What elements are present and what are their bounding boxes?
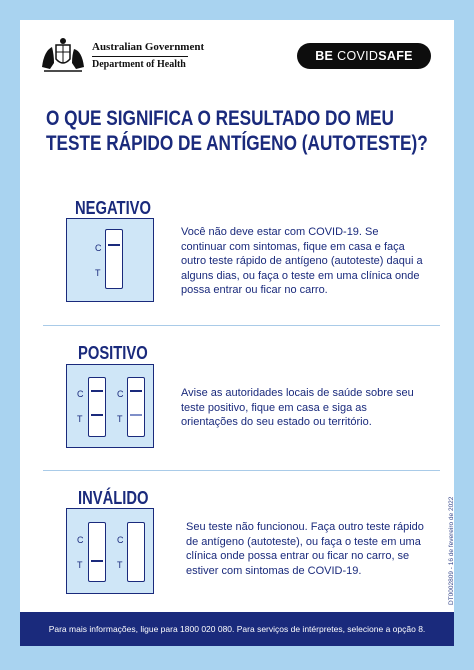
test-strip-1 (88, 377, 106, 437)
invalid-test-illustration (66, 508, 154, 594)
test-strip-1 (88, 522, 106, 582)
control-label: C (95, 243, 102, 253)
government-branding (38, 37, 204, 75)
footer-text: Para mais informações, ligue para 1800 020 080. Para serviços de intérpretes, selecione a opção 8. (48, 624, 426, 634)
control-label: C (77, 535, 84, 545)
be-covidsafe-badge (297, 43, 431, 69)
control-line (130, 390, 142, 392)
badge-be: BE (315, 49, 334, 63)
government-name: Australian Government (92, 41, 205, 53)
coat-of-arms-icon (38, 37, 88, 75)
test-strip (105, 229, 123, 289)
section-title-positive: POSITIVO (78, 343, 148, 363)
document-code: DT0002809 - 16 de fevereiro de 2022 (448, 496, 455, 605)
faint-test-line (130, 414, 142, 416)
test-label-2: T (117, 414, 123, 424)
test-label: T (77, 414, 83, 424)
test-line (91, 560, 103, 562)
badge-safe: SAFE (378, 49, 413, 63)
control-line (108, 244, 120, 246)
control-line (91, 390, 103, 392)
test-strip-2 (127, 377, 145, 437)
negative-description: Você não deve estar com COVID-19. Se continuar com sintomas, fique em casa e faça outro teste rápido de antígeno (autoteste) daqui a alguns dias, ou faça o teste em uma clínica onde possa entrar ou ficar no carro. (181, 226, 423, 296)
poster-card (20, 20, 454, 630)
positive-test-illustration (66, 364, 154, 448)
control-label: C (77, 389, 84, 399)
divider-rule (92, 56, 188, 57)
invalid-description: Seu teste não funcionou. Faça outro teste rápido de antígeno (autoteste), ou faça o teste em uma clínica onde possa entrar ou ficar no carro, se estiver com sintomas de COVID-19. (186, 521, 424, 577)
section-divider (43, 470, 440, 471)
control-label-2: C (117, 535, 124, 545)
test-label-2: T (117, 560, 123, 570)
section-divider (43, 325, 440, 326)
title-line-2: TESTE RÁPIDO DE ANTÍGENO (AUTOTESTE)? (46, 132, 428, 155)
control-label-2: C (117, 389, 124, 399)
title-line-1: O QUE SIGNIFICA O RESULTADO DO MEU (46, 107, 394, 130)
footer-bar (20, 612, 454, 646)
test-strip-2 (127, 522, 145, 582)
department-name: Department of Health (92, 59, 186, 70)
page-title (46, 106, 428, 156)
negative-test-illustration (66, 218, 154, 302)
test-line (91, 414, 103, 416)
section-title-negative: NEGATIVO (75, 198, 151, 218)
positive-description: Avise as autoridades locais de saúde sobre seu teste positivo, fique em casa e siga as orientações do seu estado ou território. (181, 387, 414, 428)
badge-covid: COVID (337, 49, 379, 63)
section-title-invalid: INVÁLIDO (78, 488, 149, 508)
test-label: T (95, 268, 101, 278)
test-label: T (77, 560, 83, 570)
